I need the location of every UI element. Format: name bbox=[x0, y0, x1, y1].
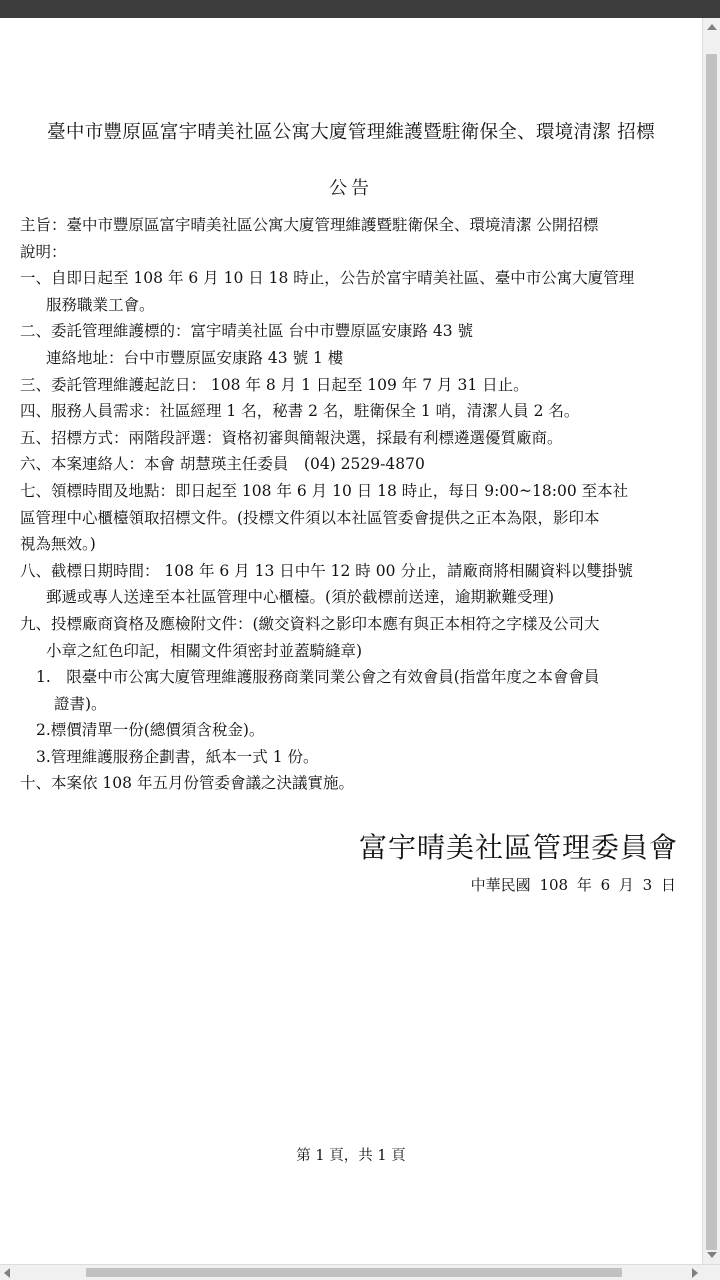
document-subtitle: 公告 bbox=[329, 178, 373, 199]
signature: 富宇晴美社區管理委員會 bbox=[358, 831, 678, 864]
item-6: 六、本案連絡人：本會 胡慧瑛主任委員 (04) 2529-4870 bbox=[20, 455, 425, 474]
vertical-scrollbar[interactable] bbox=[702, 18, 720, 1264]
explanation-label: 說明： bbox=[20, 242, 67, 261]
item-9-sub-2: 2.標價清單一份(總價須含稅金)。 bbox=[36, 721, 265, 740]
page-footer: 第 1 頁，共 1 頁 bbox=[296, 1148, 406, 1164]
scroll-left-icon[interactable] bbox=[4, 1268, 10, 1278]
horizontal-scroll-thumb[interactable] bbox=[86, 1268, 622, 1277]
item-8: 八、截標日期時間： 108 年 6 月 13 日中午 12 時 00 分止，請廠商將相關資料以雙掛號 bbox=[20, 561, 633, 580]
scroll-up-icon[interactable] bbox=[707, 24, 717, 30]
vertical-scroll-thumb[interactable] bbox=[706, 54, 717, 1250]
item-1-cont: 服務職業工會。 bbox=[46, 295, 155, 314]
item-9: 九、投標廠商資格及應檢附文件：(繳交資料之影印本應有與正本相符之字樣及公司大 bbox=[20, 614, 600, 633]
item-2-contact-address: 連絡地址：台中市豐原區安康路 43 號 1 樓 bbox=[46, 348, 344, 367]
item-4: 四、服務人員需求：社區經理 1 名，秘書 2 名，駐衛保全 1 哨，清潔人員 2 名。 bbox=[20, 402, 580, 421]
item-7-cont-1: 區管理中心櫃檯領取招標文件。(投標文件須以本社區管委會提供之正本為限，影印本 bbox=[20, 508, 600, 527]
item-5: 五、招標方式：兩階段評選：資格初審與簡報決選，採最有利標遴選優質廠商。 bbox=[20, 428, 563, 447]
viewer-top-bar bbox=[0, 0, 720, 18]
item-1: 一、自即日起至 108 年 6 月 10 日 18 時止，公告於富宇晴美社區、臺中市公寓大廈管理 bbox=[20, 269, 635, 288]
item-9-cont: 小章之紅色印記，相關文件須密封並蓋騎縫章) bbox=[46, 641, 363, 660]
document-page bbox=[0, 18, 702, 1264]
document-date: 中華民國 108 年 6 月 3 日 bbox=[470, 876, 676, 894]
scroll-down-icon[interactable] bbox=[707, 1252, 717, 1258]
item-8-cont: 郵遞或專人送達至本社區管理中心櫃檯。(須於截標前送達，逾期歉難受理) bbox=[46, 588, 555, 607]
item-7-cont-2: 視為無效。) bbox=[20, 535, 96, 554]
document-title: 臺中市豐原區富宇晴美社區公寓大廈管理維護暨駐衛保全、環境清潔 招標 bbox=[47, 122, 655, 143]
item-7: 七、領標時間及地點：即日起至 108 年 6 月 10 日 18 時止，每日 9:00~18:00 至本社 bbox=[20, 481, 629, 500]
item-2: 二、委託管理維護標的：富宇晴美社區 台中市豐原區安康路 43 號 bbox=[20, 322, 474, 341]
item-10: 十、本案依 108 年五月份管委會議之決議實施。 bbox=[20, 774, 354, 793]
item-9-sub-1: 1. 限臺中市公寓大廈管理維護服務商業同業公會之有效會員(指當年度之本會會員 bbox=[36, 668, 600, 687]
subject-line: 主旨：臺中市豐原區富宇晴美社區公寓大廈管理維護暨駐衛保全、環境清潔 公開招標 bbox=[20, 216, 599, 234]
item-9-sub-3: 3.管理維護服務企劃書，紙本一式 1 份。 bbox=[36, 747, 319, 766]
horizontal-scrollbar[interactable] bbox=[0, 1264, 720, 1280]
scroll-right-icon[interactable] bbox=[692, 1268, 698, 1278]
item-9-sub-1-cont: 證書)。 bbox=[54, 694, 107, 713]
item-3: 三、委託管理維護起訖日： 108 年 8 月 1 日起至 109 年 7 月 31 日止。 bbox=[20, 375, 529, 394]
document-body bbox=[20, 212, 680, 797]
